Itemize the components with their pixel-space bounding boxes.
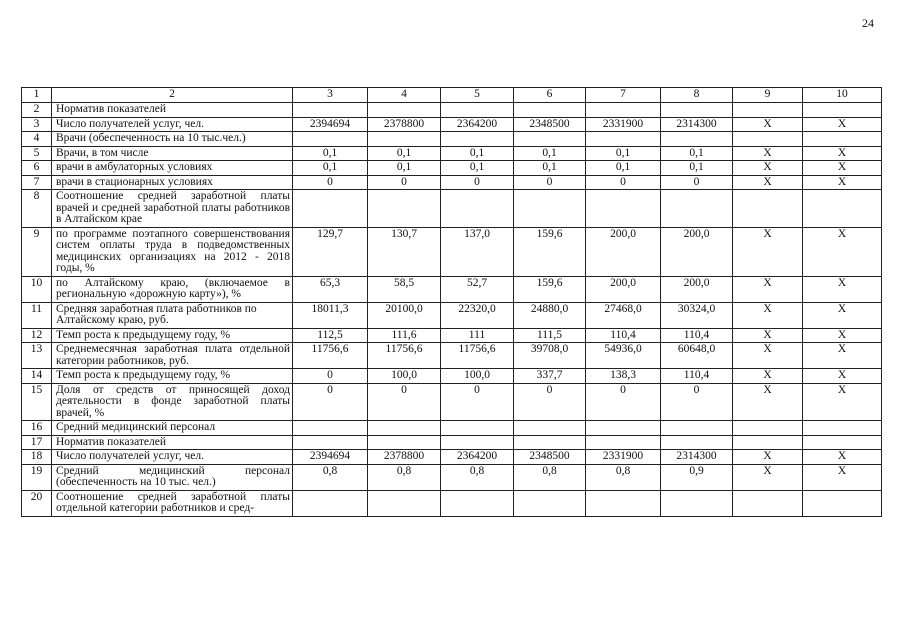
- value-cell: 30324,0: [661, 302, 733, 328]
- row-number: 10: [22, 276, 52, 302]
- table-row: [22, 132, 882, 147]
- value-cell: 2364200: [441, 117, 514, 132]
- value-cell: [441, 190, 514, 228]
- value-cell: [368, 103, 441, 118]
- value-cell: 0,8: [586, 464, 661, 490]
- value-cell: 137,0: [441, 227, 514, 276]
- value-cell: 60648,0: [661, 343, 733, 369]
- header-cell: 5: [441, 88, 514, 103]
- value-cell: 2394694: [293, 117, 368, 132]
- value-cell: [514, 421, 586, 436]
- value-cell: 2314300: [661, 450, 733, 465]
- row-number: 4: [22, 132, 52, 147]
- value-cell: X: [803, 175, 882, 190]
- value-cell: 337,7: [514, 369, 586, 384]
- indicator-name: Средний медицинский персонал: [52, 421, 293, 436]
- value-cell: 0: [368, 175, 441, 190]
- value-cell: 159,6: [514, 276, 586, 302]
- header-cell: 10: [803, 88, 882, 103]
- value-cell: 2378800: [368, 450, 441, 465]
- value-cell: [803, 421, 882, 436]
- value-cell: 110,4: [661, 328, 733, 343]
- value-cell: [803, 103, 882, 118]
- value-cell: 0: [293, 369, 368, 384]
- value-cell: 200,0: [661, 276, 733, 302]
- table-row: [22, 421, 882, 436]
- row-number: 9: [22, 227, 52, 276]
- value-cell: [368, 421, 441, 436]
- value-cell: 0,1: [586, 161, 661, 176]
- header-cell: 9: [733, 88, 803, 103]
- value-cell: [586, 435, 661, 450]
- value-cell: 0,1: [368, 161, 441, 176]
- row-number: 8: [22, 190, 52, 228]
- indicator-name: Врачи (обеспеченность на 10 тыс.чел.): [52, 132, 293, 147]
- table-row: [22, 146, 882, 161]
- value-cell: X: [733, 146, 803, 161]
- value-cell: 200,0: [586, 276, 661, 302]
- value-cell: X: [803, 450, 882, 465]
- value-cell: 24880,0: [514, 302, 586, 328]
- value-cell: [661, 103, 733, 118]
- value-cell: 22320,0: [441, 302, 514, 328]
- value-cell: [733, 421, 803, 436]
- row-number: 6: [22, 161, 52, 176]
- value-cell: [661, 132, 733, 147]
- value-cell: 100,0: [368, 369, 441, 384]
- value-cell: [733, 132, 803, 147]
- table-row: [22, 450, 882, 465]
- value-cell: 0: [441, 383, 514, 421]
- value-cell: 0: [661, 383, 733, 421]
- row-number: 5: [22, 146, 52, 161]
- value-cell: 0: [293, 175, 368, 190]
- value-cell: X: [803, 161, 882, 176]
- header-cell: 8: [661, 88, 733, 103]
- value-cell: 0,1: [441, 146, 514, 161]
- value-cell: [293, 490, 368, 516]
- value-cell: 159,6: [514, 227, 586, 276]
- value-cell: 0,8: [293, 464, 368, 490]
- value-cell: 11756,6: [441, 343, 514, 369]
- value-cell: [514, 132, 586, 147]
- indicator-name: Норматив показателей: [52, 435, 293, 450]
- indicator-name: Врачи, в том числе: [52, 146, 293, 161]
- value-cell: X: [733, 227, 803, 276]
- value-cell: [733, 435, 803, 450]
- row-number: 15: [22, 383, 52, 421]
- table-row: [22, 328, 882, 343]
- row-number: 19: [22, 464, 52, 490]
- value-cell: 0: [514, 383, 586, 421]
- value-cell: 129,7: [293, 227, 368, 276]
- value-cell: X: [803, 343, 882, 369]
- table-row: [22, 435, 882, 450]
- value-cell: X: [733, 450, 803, 465]
- value-cell: [293, 421, 368, 436]
- value-cell: 0,8: [441, 464, 514, 490]
- value-cell: [661, 190, 733, 228]
- value-cell: X: [733, 369, 803, 384]
- value-cell: [586, 490, 661, 516]
- value-cell: 138,3: [586, 369, 661, 384]
- value-cell: [293, 103, 368, 118]
- value-cell: [733, 490, 803, 516]
- value-cell: 0,1: [441, 161, 514, 176]
- table-row: [22, 343, 882, 369]
- value-cell: [661, 435, 733, 450]
- value-cell: 11756,6: [368, 343, 441, 369]
- value-cell: 0,1: [661, 146, 733, 161]
- value-cell: X: [733, 276, 803, 302]
- table-row: [22, 383, 882, 421]
- table-row: [22, 490, 882, 516]
- indicator-name: по Алтайскому краю, (включаемое в региональную «дорожную карту»), %: [52, 276, 293, 302]
- value-cell: [514, 190, 586, 228]
- value-cell: 0,1: [293, 146, 368, 161]
- indicators-table: [21, 87, 882, 517]
- value-cell: 110,4: [586, 328, 661, 343]
- table-header-row: [22, 88, 882, 103]
- value-cell: 111,5: [514, 328, 586, 343]
- indicator-name: Норматив показателей: [52, 103, 293, 118]
- value-cell: X: [733, 383, 803, 421]
- value-cell: [803, 132, 882, 147]
- value-cell: 54936,0: [586, 343, 661, 369]
- table-row: [22, 227, 882, 276]
- value-cell: 200,0: [586, 227, 661, 276]
- value-cell: [803, 490, 882, 516]
- value-cell: 0: [514, 175, 586, 190]
- indicator-name: Число получателей услуг, чел.: [52, 117, 293, 132]
- value-cell: X: [803, 227, 882, 276]
- value-cell: X: [733, 175, 803, 190]
- value-cell: 65,3: [293, 276, 368, 302]
- value-cell: X: [733, 464, 803, 490]
- row-number: 14: [22, 369, 52, 384]
- header-cell: 2: [52, 88, 293, 103]
- row-number: 17: [22, 435, 52, 450]
- value-cell: X: [733, 328, 803, 343]
- value-cell: 2364200: [441, 450, 514, 465]
- value-cell: [733, 190, 803, 228]
- indicator-name: врачи в амбулаторных условиях: [52, 161, 293, 176]
- value-cell: 110,4: [661, 369, 733, 384]
- value-cell: 111,6: [368, 328, 441, 343]
- value-cell: [368, 490, 441, 516]
- value-cell: 52,7: [441, 276, 514, 302]
- value-cell: 2331900: [586, 450, 661, 465]
- value-cell: 0,1: [661, 161, 733, 176]
- table-row: [22, 276, 882, 302]
- value-cell: [733, 103, 803, 118]
- value-cell: X: [803, 146, 882, 161]
- value-cell: [293, 435, 368, 450]
- indicator-name: по программе поэтапного совершенствования систем оплаты труда в подведомственных медицинских организациях на 2012 - 2018 годы, %: [52, 227, 293, 276]
- value-cell: 2331900: [586, 117, 661, 132]
- value-cell: 100,0: [441, 369, 514, 384]
- value-cell: X: [803, 328, 882, 343]
- value-cell: 0: [368, 383, 441, 421]
- value-cell: [514, 435, 586, 450]
- table-row: [22, 369, 882, 384]
- value-cell: 11756,6: [293, 343, 368, 369]
- value-cell: 2348500: [514, 450, 586, 465]
- value-cell: 112,5: [293, 328, 368, 343]
- row-number: 12: [22, 328, 52, 343]
- header-cell: 1: [22, 88, 52, 103]
- row-number: 13: [22, 343, 52, 369]
- header-cell: 4: [368, 88, 441, 103]
- value-cell: [586, 103, 661, 118]
- value-cell: 0,1: [514, 161, 586, 176]
- value-cell: 0,1: [586, 146, 661, 161]
- page-number: 24: [862, 16, 874, 30]
- value-cell: [368, 132, 441, 147]
- value-cell: [514, 490, 586, 516]
- indicator-name: Темп роста к предыдущему году, %: [52, 369, 293, 384]
- value-cell: 0: [661, 175, 733, 190]
- value-cell: [293, 190, 368, 228]
- value-cell: [441, 490, 514, 516]
- value-cell: [803, 190, 882, 228]
- indicator-name: Среднемесячная заработная плата отдельной категории работников, руб.: [52, 343, 293, 369]
- value-cell: X: [733, 302, 803, 328]
- table-row: [22, 464, 882, 490]
- header-cell: 7: [586, 88, 661, 103]
- value-cell: [586, 132, 661, 147]
- indicator-name: Соотношение средней заработной платы врачей и средней заработной платы работников в Алтайском крае: [52, 190, 293, 228]
- value-cell: [803, 435, 882, 450]
- value-cell: 0,1: [514, 146, 586, 161]
- table-row: [22, 302, 882, 328]
- value-cell: 0,8: [368, 464, 441, 490]
- value-cell: 0,1: [368, 146, 441, 161]
- indicator-name: Средняя заработная плата работников по Алтайскому краю, руб.: [52, 302, 293, 328]
- value-cell: 39708,0: [514, 343, 586, 369]
- indicator-name: Число получателей услуг, чел.: [52, 450, 293, 465]
- row-number: 18: [22, 450, 52, 465]
- table-row: [22, 161, 882, 176]
- value-cell: 0,8: [514, 464, 586, 490]
- value-cell: 0: [293, 383, 368, 421]
- value-cell: X: [803, 117, 882, 132]
- row-number: 16: [22, 421, 52, 436]
- value-cell: [441, 132, 514, 147]
- value-cell: [368, 190, 441, 228]
- value-cell: 0,1: [293, 161, 368, 176]
- value-cell: 0,9: [661, 464, 733, 490]
- indicator-name: врачи в стационарных условиях: [52, 175, 293, 190]
- table-row: [22, 117, 882, 132]
- table-row: [22, 190, 882, 228]
- value-cell: [586, 421, 661, 436]
- row-number: 3: [22, 117, 52, 132]
- value-cell: 18011,3: [293, 302, 368, 328]
- value-cell: X: [733, 117, 803, 132]
- value-cell: [514, 103, 586, 118]
- indicator-name: Соотношение средней заработной платы отдельной категории работников и сред-: [52, 490, 293, 516]
- value-cell: [368, 435, 441, 450]
- value-cell: 0: [586, 383, 661, 421]
- value-cell: 0: [441, 175, 514, 190]
- row-number: 2: [22, 103, 52, 118]
- value-cell: 2378800: [368, 117, 441, 132]
- value-cell: [293, 132, 368, 147]
- indicator-name: Средний медицинский персонал (обеспеченность на 10 тыс. чел.): [52, 464, 293, 490]
- value-cell: X: [733, 343, 803, 369]
- value-cell: [661, 490, 733, 516]
- value-cell: 130,7: [368, 227, 441, 276]
- value-cell: X: [733, 161, 803, 176]
- value-cell: 58,5: [368, 276, 441, 302]
- value-cell: [661, 421, 733, 436]
- header-cell: 6: [514, 88, 586, 103]
- value-cell: X: [803, 369, 882, 384]
- value-cell: X: [803, 383, 882, 421]
- value-cell: [586, 190, 661, 228]
- table-row: [22, 103, 882, 118]
- value-cell: 2314300: [661, 117, 733, 132]
- value-cell: X: [803, 464, 882, 490]
- value-cell: 20100,0: [368, 302, 441, 328]
- row-number: 7: [22, 175, 52, 190]
- table-row: [22, 175, 882, 190]
- header-cell: 3: [293, 88, 368, 103]
- value-cell: 0: [586, 175, 661, 190]
- value-cell: 27468,0: [586, 302, 661, 328]
- value-cell: 200,0: [661, 227, 733, 276]
- value-cell: X: [803, 302, 882, 328]
- value-cell: 2348500: [514, 117, 586, 132]
- value-cell: [441, 421, 514, 436]
- row-number: 20: [22, 490, 52, 516]
- value-cell: X: [803, 276, 882, 302]
- row-number: 11: [22, 302, 52, 328]
- value-cell: 2394694: [293, 450, 368, 465]
- indicator-name: Темп роста к предыдущему году, %: [52, 328, 293, 343]
- value-cell: 111: [441, 328, 514, 343]
- value-cell: [441, 103, 514, 118]
- value-cell: [441, 435, 514, 450]
- indicator-name: Доля от средств от приносящей доход деятельности в фонде заработной платы врачей, %: [52, 383, 293, 421]
